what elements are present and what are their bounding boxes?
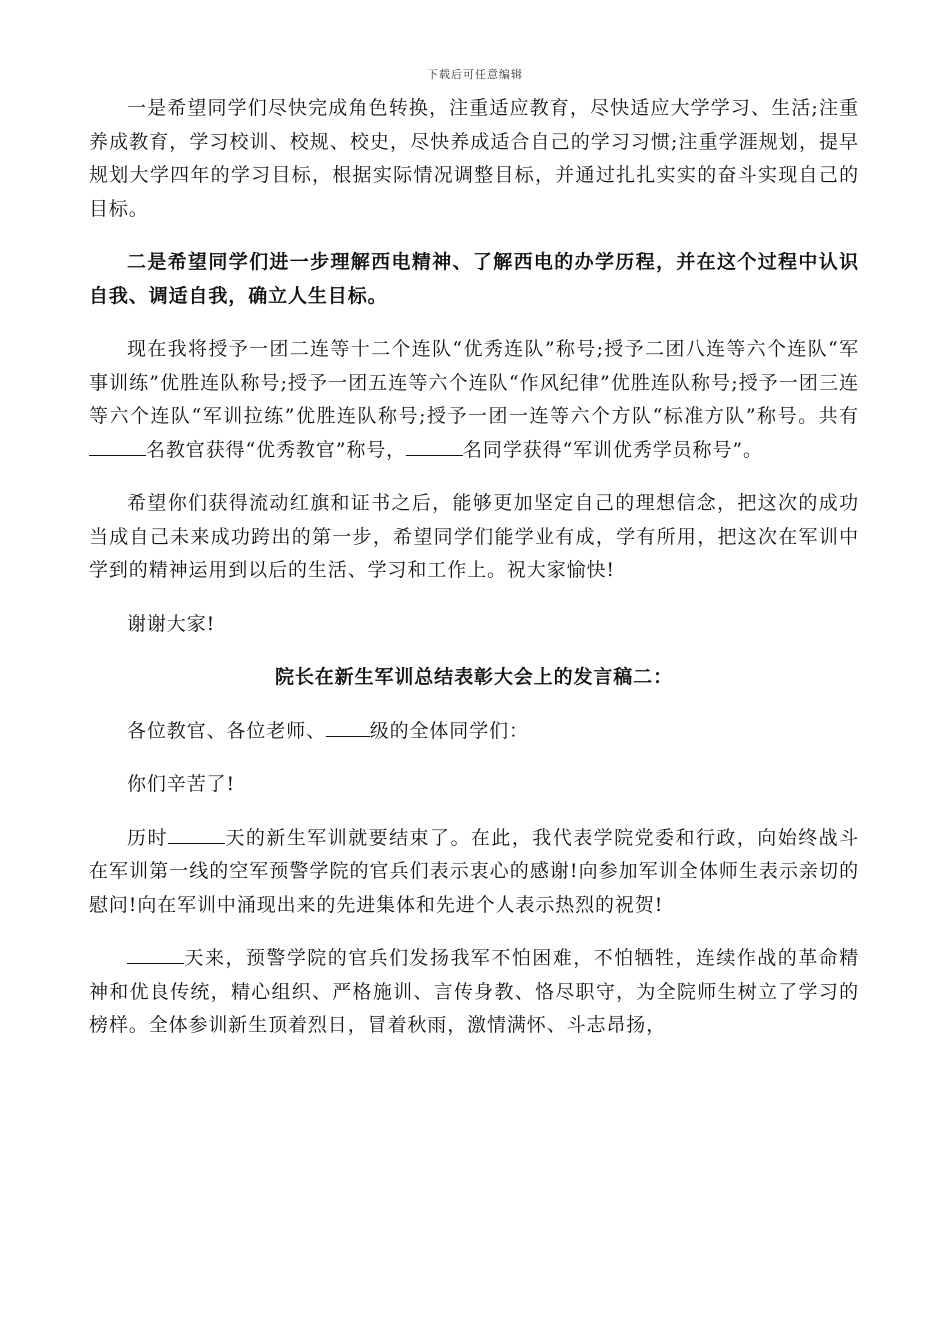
blank-days-2 [127, 943, 184, 964]
header-note: 下载后可任意编辑 [427, 68, 523, 81]
blank-student-count [406, 435, 463, 456]
paragraph-6-part-b: 级的全体同学们： [369, 719, 529, 742]
paragraph-3-part-c: 名同学获得“军训优秀学员称号”。 [463, 438, 763, 461]
blank-days [168, 823, 225, 844]
blank-grade [326, 716, 370, 737]
paragraph-8-part-b: 天的新生军训就要结束了。在此，我代表学院党委和行政，向始终战斗在军训第一线的空军预警学院的官兵们表示衷心的感谢!向参加军训全体师生表示亲切的慰问!向在军训中涌现出来的先进集体和先进个人表示热烈的祝贺! [89, 826, 859, 916]
paragraph-6-part-a: 各位教官、各位老师、 [127, 719, 327, 742]
paragraph-9-part-b: 天来，预警学院的官兵们发扬我军不怕困难，不怕牺牲，连续作战的革命精神和优良传统，精心组织、严格施训、言传身教、恪尽职守，为全院师生树立了学习的榜样。全体参训新生顶着烈日，冒着秋雨，激情满怀、斗志昂扬， [89, 947, 859, 1036]
paragraph-2-bold: 二是希望同学们进一步理解西电精神、了解西电的办学历程，并在这个过程中认识自我、调适自我，确立人生目标。 [89, 251, 859, 307]
paragraph-8 [89, 822, 859, 923]
paragraph-6 [89, 715, 859, 749]
section-title-2: 院长在新生军训总结表彰大会上的发言稿二： [274, 666, 673, 688]
document-body [89, 92, 859, 1063]
paragraph-4: 希望你们获得流动红旗和证书之后，能够更加坚定自己的理想信念，把这次的成功当成自己未来成功跨出的第一步，希望同学们能学业有成，学有所用，把这次在军训中学到的精神运用到以后的生活、学习和工作上。祝大家愉快! [89, 492, 859, 581]
paragraph-3 [89, 333, 859, 467]
paragraph-9 [89, 942, 859, 1043]
paragraph-7: 你们辛苦了! [127, 773, 236, 795]
paragraph-1: 一是希望同学们尽快完成角色转换，注重适应教育，尽快适应大学学习、生活;注重养成教育，学习校训、校规、校史，尽快养成适合自己的学习习惯;注重学涯规划，提早规划大学四年的学习目标，根据实际情况调整目标，并通过扎扎实实的奋斗实现自己的目标。 [89, 97, 859, 220]
paragraph-3-part-a: 现在我将授予一团二连等十二个连队“优秀连队”称号;授予二团八连等六个连队“军事训练”优胜连队称号;授予一团五连等六个连队“作风纪律”优胜连队称号;授予一团三连等六个连队“军训拉练”优胜连队称号;授予一团一连等六个方队“标准方队”称号。共有 [89, 338, 859, 427]
paragraph-8-part-a: 历时 [127, 826, 168, 849]
paragraph-5: 谢谢大家! [127, 612, 216, 635]
blank-instructor-count [89, 435, 146, 456]
paragraph-3-part-b: 名教官获得“优秀教官”称号， [146, 438, 407, 461]
